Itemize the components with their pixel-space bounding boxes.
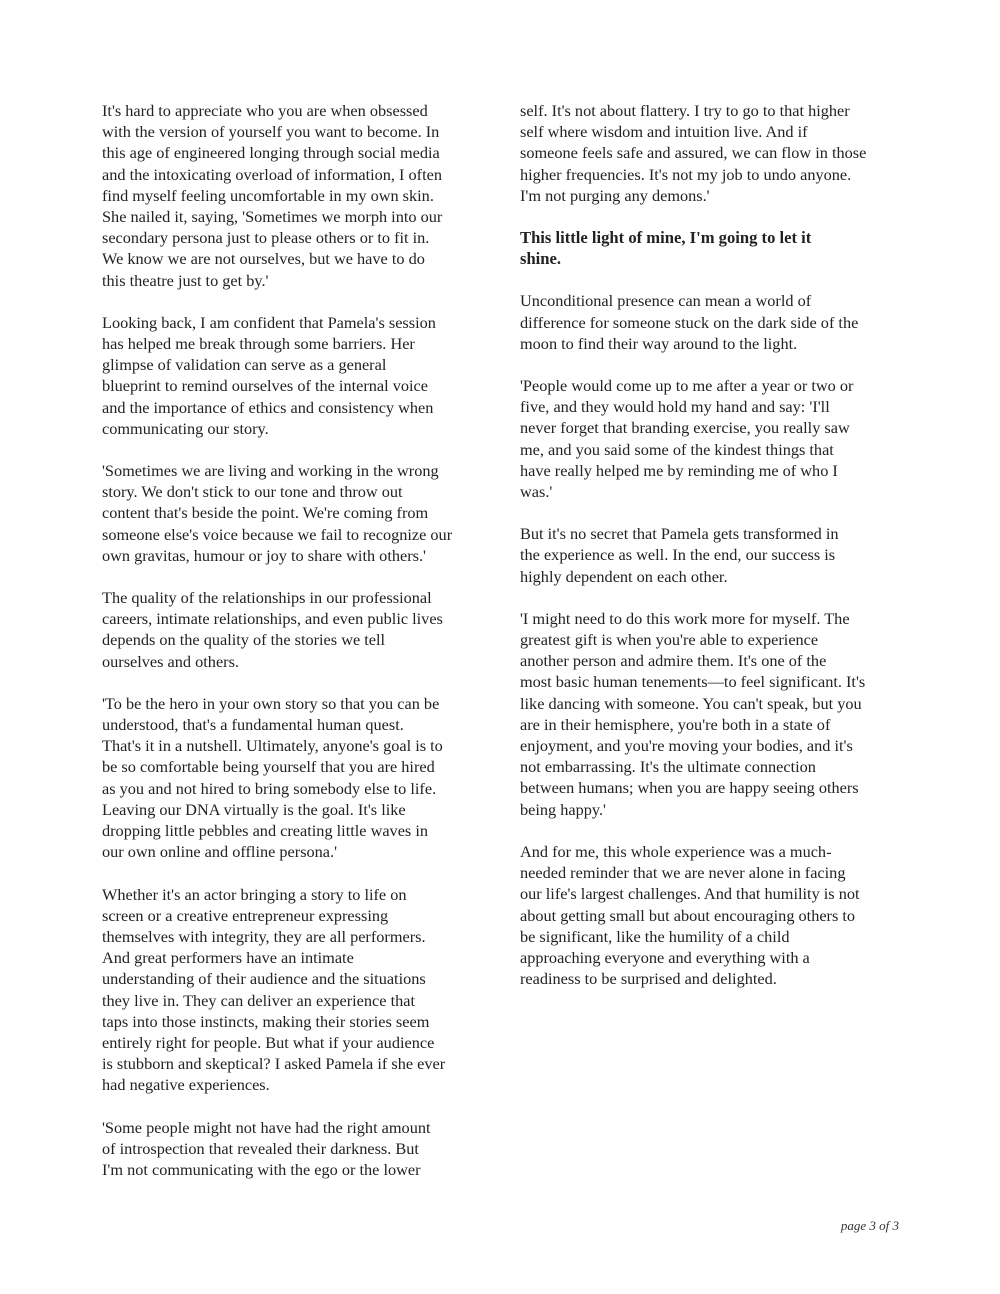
page-number: page 3 of 3 [840, 1218, 899, 1233]
body-paragraph: Whether it's an actor bringing a story to life on screen or a creative entrepreneur expressing themselves with integrity, they are all performers. And great performers have an intimate understanding of their audience and the situations they live in. They can deliver an experience that taps into those instincts, making their stories seem entirely right for people. But what if your audience is stubborn and skeptical? I asked Pamela if she ever had negative experiences. [102, 884, 446, 1095]
body-paragraph: 'Some people might not have had the right amount of introspection that revealed their darkness. But I'm not communicating with the ego or the lower [102, 1117, 431, 1179]
body-paragraph: 'I might need to do this work more for myself. The greatest gift is when you're able to experience another person and admire them. It's one of the most basic human tenements—to feel significant. It's like dancing with someone. You can't speak, but you are in their hemisphere, you're both in a state of enjoyment, and you're moving your bodies, and it's not embarrassing. It's the ultimate connection between humans; when you are happy seeing others being happy.' [520, 608, 866, 819]
body-paragraph: And for me, this whole experience was a much- needed reminder that we are never alone in facing our life's largest challenges. And that humility is not about getting small but about encouraging others to be significant, like the humility of a child approaching everyone and everything with a readiness to be surprised and delighted. [520, 841, 860, 989]
body-paragraph: Looking back, I am confident that Pamela's session has helped me break through some barriers. Her glimpse of validation can serve as a general blueprint to remind ourselves of the internal voice and the importance of ethics and consistency when communicating our story. [102, 312, 436, 438]
body-paragraph: self. It's not about flattery. I try to go to that higher self where wisdom and intuition live. And if someone feels safe and assured, we can flow in those higher frequencies. It's not my job to undo anyone. I'm not purging any demons.' [520, 101, 867, 205]
body-paragraph: 'Sometimes we are living and working in the wrong story. We don't stick to our tone and throw out content that's beside the point. We're coming from someone else's voice because we fail to recognize our own gravitas, humour or joy to share with others.' [102, 461, 453, 565]
body-paragraph: Unconditional presence can mean a world of difference for someone stuck on the dark side of the moon to find their way around to the light. [520, 291, 859, 353]
left-column [102, 100, 484, 1201]
body-paragraph: It's hard to appreciate who you are when obsessed with the version of yourself you want to become. In this age of engineered longing through social media and the intoxicating overload of information, I often find myself feeling uncomfortable in my own skin. She nailed it, saying, 'Sometimes we morph into our secondary persona just to please others or to fit in. We know we are not ourselves, but we have to do this theatre just to get by.' [102, 101, 443, 290]
body-paragraph: 'To be the hero in your own story so that you can be understood, that's a fundamental human quest. That's it in a nutshell. Ultimately, anyone's goal is to be so comfortable being yourself that you are hired as you and not hired to bring somebody else to life. Leaving our DNA virtually is the goal. It's like dropping little pebbles and creating little waves in our own online and offline persona.' [102, 693, 443, 862]
body-paragraph: But it's no secret that Pamela gets transformed in the experience as well. In the end, our success is highly dependent on each other. [520, 524, 839, 586]
body-paragraph: 'People would come up to me after a year or two or five, and they would hold my hand and say: 'I'll never forget that branding exercise, you really saw me, and you said some of the kindest things that have really helped me by reminding me of who I was.' [520, 376, 854, 502]
body-paragraph: The quality of the relationships in our professional careers, intimate relationships, and even public lives depends on the quality of the stories we tell ourselves and others. [102, 588, 443, 671]
section-heading: This little light of mine, I'm going to let it shine. [520, 228, 812, 269]
right-column [520, 100, 902, 1010]
